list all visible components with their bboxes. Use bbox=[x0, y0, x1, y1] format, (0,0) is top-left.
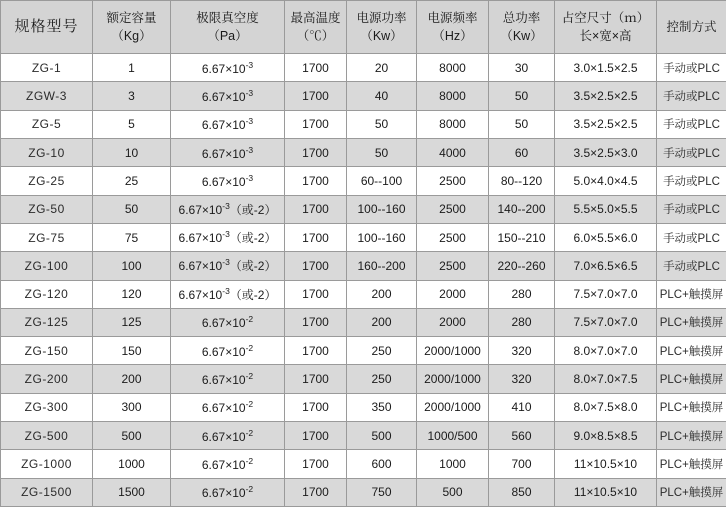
cell-frequency: 2000/1000 bbox=[417, 337, 489, 365]
cell-frequency: 2500 bbox=[417, 167, 489, 195]
header-capacity-line1: 额定容量 bbox=[106, 10, 157, 25]
cell-temperature: 1700 bbox=[285, 110, 347, 138]
cell-model: ZG-200 bbox=[1, 365, 93, 393]
vacuum-exponent: -2 bbox=[245, 427, 254, 438]
header-capacity bbox=[93, 1, 171, 54]
table-row bbox=[1, 110, 726, 138]
cell-dimensions: 8.0×7.0×7.0 bbox=[555, 337, 657, 365]
cell-capacity: 500 bbox=[93, 422, 171, 450]
cell-power: 600 bbox=[347, 450, 417, 478]
cell-temperature: 1700 bbox=[285, 138, 347, 166]
cell-capacity: 25 bbox=[93, 167, 171, 195]
cell-control: 手动或PLC bbox=[657, 110, 726, 138]
vacuum-exponent: -2 bbox=[245, 342, 254, 353]
cell-dimensions: 5.0×4.0×4.5 bbox=[555, 167, 657, 195]
cell-power: 500 bbox=[347, 422, 417, 450]
cell-total-power: 850 bbox=[489, 478, 555, 506]
cell-vacuum bbox=[171, 337, 285, 365]
cell-capacity: 5 bbox=[93, 110, 171, 138]
vacuum-base: 6.67×10 bbox=[201, 486, 246, 501]
vacuum-exponent: -2 bbox=[245, 399, 254, 410]
table-row bbox=[1, 308, 726, 336]
table-row bbox=[1, 393, 726, 421]
header-vacuum-line2: （Pa） bbox=[207, 29, 248, 43]
cell-control: 手动或PLC bbox=[657, 138, 726, 166]
cell-control: 手动或PLC bbox=[657, 167, 726, 195]
cell-vacuum bbox=[171, 450, 285, 478]
header-model bbox=[1, 1, 93, 54]
cell-frequency: 1000/500 bbox=[417, 422, 489, 450]
table-row bbox=[1, 450, 726, 478]
table-row bbox=[1, 138, 726, 166]
cell-total-power: 60 bbox=[489, 138, 555, 166]
cell-capacity: 1 bbox=[93, 54, 171, 82]
cell-total-power: 280 bbox=[489, 280, 555, 308]
cell-control: 手动或PLC bbox=[657, 252, 726, 280]
cell-model: ZG-1 bbox=[1, 54, 93, 82]
cell-total-power: 280 bbox=[489, 308, 555, 336]
vacuum-exponent: -3 bbox=[245, 59, 254, 70]
cell-capacity: 1000 bbox=[93, 450, 171, 478]
cell-temperature: 1700 bbox=[285, 280, 347, 308]
cell-model: ZG-1000 bbox=[1, 450, 93, 478]
cell-total-power: 560 bbox=[489, 422, 555, 450]
cell-power: 160--200 bbox=[347, 252, 417, 280]
vacuum-base: 6.67×10 bbox=[178, 259, 223, 274]
cell-power: 200 bbox=[347, 308, 417, 336]
cell-control: PLC+触摸屏 bbox=[657, 337, 726, 365]
cell-capacity: 300 bbox=[93, 393, 171, 421]
cell-dimensions: 5.5×5.0×5.5 bbox=[555, 195, 657, 223]
table-row bbox=[1, 280, 726, 308]
cell-capacity: 10 bbox=[93, 138, 171, 166]
vacuum-note: （或-2） bbox=[229, 287, 277, 302]
vacuum-base: 6.67×10 bbox=[201, 118, 246, 133]
cell-control: PLC+触摸屏 bbox=[657, 478, 726, 506]
vacuum-base: 6.67×10 bbox=[201, 146, 246, 161]
cell-control: 手动或PLC bbox=[657, 82, 726, 110]
cell-temperature: 1700 bbox=[285, 337, 347, 365]
cell-model: ZG-300 bbox=[1, 393, 93, 421]
header-temperature-line2: （℃） bbox=[296, 29, 335, 43]
vacuum-exponent: -3 bbox=[222, 229, 230, 240]
header-total-power bbox=[489, 1, 555, 54]
cell-power: 750 bbox=[347, 478, 417, 506]
table-row bbox=[1, 195, 726, 223]
cell-power: 50 bbox=[347, 110, 417, 138]
vacuum-base: 6.67×10 bbox=[201, 61, 246, 76]
vacuum-base: 6.67×10 bbox=[178, 231, 223, 246]
cell-vacuum bbox=[171, 82, 285, 110]
vacuum-note: （或-2） bbox=[229, 259, 277, 274]
cell-frequency: 2500 bbox=[417, 223, 489, 251]
vacuum-base: 6.67×10 bbox=[201, 316, 246, 331]
cell-capacity: 3 bbox=[93, 82, 171, 110]
cell-total-power: 410 bbox=[489, 393, 555, 421]
header-vacuum-line1: 极限真空度 bbox=[196, 10, 259, 25]
cell-model: ZG-10 bbox=[1, 138, 93, 166]
cell-model: ZG-1500 bbox=[1, 478, 93, 506]
cell-model: ZG-120 bbox=[1, 280, 93, 308]
vacuum-exponent: -3 bbox=[245, 172, 254, 183]
cell-temperature: 1700 bbox=[285, 167, 347, 195]
header-temperature bbox=[285, 1, 347, 54]
cell-model: ZG-50 bbox=[1, 195, 93, 223]
cell-dimensions: 3.5×2.5×2.5 bbox=[555, 110, 657, 138]
header-total-power-line1: 总功率 bbox=[502, 10, 541, 25]
cell-dimensions: 7.0×6.5×6.5 bbox=[555, 252, 657, 280]
vacuum-note: （或-2） bbox=[229, 202, 277, 217]
cell-model: ZG-100 bbox=[1, 252, 93, 280]
header-capacity-line2: （Kg） bbox=[111, 29, 152, 43]
vacuum-exponent: -3 bbox=[245, 116, 254, 127]
table-row bbox=[1, 223, 726, 251]
cell-power: 20 bbox=[347, 54, 417, 82]
vacuum-exponent: -3 bbox=[222, 200, 230, 211]
cell-control: 手动或PLC bbox=[657, 54, 726, 82]
cell-dimensions: 7.5×7.0×7.0 bbox=[555, 308, 657, 336]
header-row bbox=[1, 1, 726, 54]
cell-frequency: 2500 bbox=[417, 195, 489, 223]
cell-vacuum bbox=[171, 167, 285, 195]
cell-frequency: 1000 bbox=[417, 450, 489, 478]
vacuum-exponent: -3 bbox=[222, 285, 230, 296]
cell-control: PLC+触摸屏 bbox=[657, 450, 726, 478]
cell-dimensions: 8.0×7.0×7.5 bbox=[555, 365, 657, 393]
header-power bbox=[347, 1, 417, 54]
table-row bbox=[1, 365, 726, 393]
cell-model: ZGW-3 bbox=[1, 82, 93, 110]
table-row bbox=[1, 252, 726, 280]
cell-dimensions: 11×10.5×10 bbox=[555, 478, 657, 506]
vacuum-exponent: -3 bbox=[245, 144, 254, 155]
cell-frequency: 8000 bbox=[417, 82, 489, 110]
cell-temperature: 1700 bbox=[285, 54, 347, 82]
cell-temperature: 1700 bbox=[285, 82, 347, 110]
cell-total-power: 320 bbox=[489, 337, 555, 365]
table-row bbox=[1, 422, 726, 450]
cell-frequency: 8000 bbox=[417, 110, 489, 138]
cell-capacity: 200 bbox=[93, 365, 171, 393]
vacuum-note: （或-2） bbox=[229, 231, 277, 246]
cell-control: PLC+触摸屏 bbox=[657, 422, 726, 450]
cell-temperature: 1700 bbox=[285, 450, 347, 478]
cell-model: ZG-125 bbox=[1, 308, 93, 336]
cell-power: 100--160 bbox=[347, 223, 417, 251]
cell-model: ZG-150 bbox=[1, 337, 93, 365]
cell-model: ZG-500 bbox=[1, 422, 93, 450]
cell-frequency: 2500 bbox=[417, 252, 489, 280]
cell-dimensions: 8.0×7.5×8.0 bbox=[555, 393, 657, 421]
header-dimensions-line1: 占空尺寸（ｍ） bbox=[561, 10, 650, 25]
cell-capacity: 75 bbox=[93, 223, 171, 251]
cell-vacuum bbox=[171, 393, 285, 421]
cell-total-power: 220--260 bbox=[489, 252, 555, 280]
cell-power: 350 bbox=[347, 393, 417, 421]
header-dimensions bbox=[555, 1, 657, 54]
cell-vacuum bbox=[171, 308, 285, 336]
cell-capacity: 1500 bbox=[93, 478, 171, 506]
cell-temperature: 1700 bbox=[285, 252, 347, 280]
header-control-line1: 控制方式 bbox=[666, 19, 717, 34]
vacuum-base: 6.67×10 bbox=[201, 89, 246, 104]
cell-total-power: 30 bbox=[489, 54, 555, 82]
cell-frequency: 2000 bbox=[417, 280, 489, 308]
vacuum-base: 6.67×10 bbox=[201, 401, 246, 416]
table-row bbox=[1, 337, 726, 365]
cell-frequency: 2000 bbox=[417, 308, 489, 336]
header-temperature-line1: 最高温度 bbox=[290, 10, 341, 25]
cell-vacuum bbox=[171, 54, 285, 82]
cell-temperature: 1700 bbox=[285, 422, 347, 450]
cell-vacuum bbox=[171, 223, 285, 251]
cell-vacuum bbox=[171, 280, 285, 308]
cell-temperature: 1700 bbox=[285, 223, 347, 251]
cell-control: 手动或PLC bbox=[657, 195, 726, 223]
vacuum-base: 6.67×10 bbox=[201, 373, 246, 388]
cell-temperature: 1700 bbox=[285, 308, 347, 336]
cell-frequency: 2000/1000 bbox=[417, 393, 489, 421]
cell-power: 50 bbox=[347, 138, 417, 166]
cell-total-power: 150--210 bbox=[489, 223, 555, 251]
cell-dimensions: 3.5×2.5×3.0 bbox=[555, 138, 657, 166]
vacuum-base: 6.67×10 bbox=[201, 458, 246, 473]
cell-power: 100--160 bbox=[347, 195, 417, 223]
vacuum-exponent: -3 bbox=[245, 87, 254, 98]
cell-total-power: 140--200 bbox=[489, 195, 555, 223]
vacuum-exponent: -2 bbox=[245, 484, 254, 495]
cell-frequency: 4000 bbox=[417, 138, 489, 166]
vacuum-base: 6.67×10 bbox=[178, 287, 223, 302]
cell-control: PLC+触摸屏 bbox=[657, 280, 726, 308]
cell-model: ZG-25 bbox=[1, 167, 93, 195]
cell-vacuum bbox=[171, 110, 285, 138]
cell-capacity: 50 bbox=[93, 195, 171, 223]
cell-power: 250 bbox=[347, 365, 417, 393]
cell-power: 200 bbox=[347, 280, 417, 308]
vacuum-exponent: -3 bbox=[222, 257, 230, 268]
cell-control: 手动或PLC bbox=[657, 223, 726, 251]
cell-vacuum bbox=[171, 195, 285, 223]
cell-temperature: 1700 bbox=[285, 195, 347, 223]
cell-model: ZG-75 bbox=[1, 223, 93, 251]
cell-frequency: 8000 bbox=[417, 54, 489, 82]
vacuum-base: 6.67×10 bbox=[201, 344, 246, 359]
cell-model: ZG-5 bbox=[1, 110, 93, 138]
cell-dimensions: 11×10.5×10 bbox=[555, 450, 657, 478]
table-body bbox=[1, 54, 726, 507]
cell-power: 60--100 bbox=[347, 167, 417, 195]
header-frequency-line1: 电源频率 bbox=[427, 10, 478, 25]
header-control bbox=[657, 1, 726, 54]
cell-dimensions: 3.0×1.5×2.5 bbox=[555, 54, 657, 82]
header-vacuum bbox=[171, 1, 285, 54]
cell-power: 250 bbox=[347, 337, 417, 365]
table-header bbox=[1, 1, 726, 54]
cell-dimensions: 6.0×5.5×6.0 bbox=[555, 223, 657, 251]
table-row bbox=[1, 167, 726, 195]
cell-temperature: 1700 bbox=[285, 478, 347, 506]
vacuum-exponent: -2 bbox=[245, 314, 254, 325]
header-power-line1: 电源功率 bbox=[356, 10, 407, 25]
vacuum-base: 6.67×10 bbox=[178, 202, 223, 217]
cell-vacuum bbox=[171, 478, 285, 506]
cell-frequency: 2000/1000 bbox=[417, 365, 489, 393]
cell-capacity: 125 bbox=[93, 308, 171, 336]
cell-vacuum bbox=[171, 365, 285, 393]
header-total-power-line2: （Kw） bbox=[500, 29, 543, 43]
table-row bbox=[1, 54, 726, 82]
cell-control: PLC+触摸屏 bbox=[657, 365, 726, 393]
cell-dimensions: 9.0×8.5×8.5 bbox=[555, 422, 657, 450]
header-model-line1: 规格型号 bbox=[14, 18, 79, 36]
cell-capacity: 150 bbox=[93, 337, 171, 365]
cell-total-power: 320 bbox=[489, 365, 555, 393]
cell-vacuum bbox=[171, 422, 285, 450]
cell-control: PLC+触摸屏 bbox=[657, 393, 726, 421]
cell-control: PLC+触摸屏 bbox=[657, 308, 726, 336]
header-frequency-line2: （Hz） bbox=[432, 29, 473, 43]
cell-power: 40 bbox=[347, 82, 417, 110]
cell-capacity: 120 bbox=[93, 280, 171, 308]
table-row bbox=[1, 82, 726, 110]
table-row bbox=[1, 478, 726, 506]
cell-total-power: 80--120 bbox=[489, 167, 555, 195]
cell-capacity: 100 bbox=[93, 252, 171, 280]
cell-total-power: 700 bbox=[489, 450, 555, 478]
header-dimensions-line2: 长×宽×高 bbox=[579, 29, 632, 43]
cell-dimensions: 7.5×7.0×7.0 bbox=[555, 280, 657, 308]
cell-total-power: 50 bbox=[489, 110, 555, 138]
cell-temperature: 1700 bbox=[285, 365, 347, 393]
vacuum-base: 6.67×10 bbox=[201, 174, 246, 189]
cell-vacuum bbox=[171, 138, 285, 166]
vacuum-exponent: -2 bbox=[245, 371, 254, 382]
vacuum-exponent: -2 bbox=[245, 456, 254, 467]
header-power-line2: （Kw） bbox=[360, 29, 403, 43]
header-frequency bbox=[417, 1, 489, 54]
cell-frequency: 500 bbox=[417, 478, 489, 506]
cell-dimensions: 3.5×2.5×2.5 bbox=[555, 82, 657, 110]
cell-total-power: 50 bbox=[489, 82, 555, 110]
cell-vacuum bbox=[171, 252, 285, 280]
cell-temperature: 1700 bbox=[285, 393, 347, 421]
vacuum-base: 6.67×10 bbox=[201, 429, 246, 444]
